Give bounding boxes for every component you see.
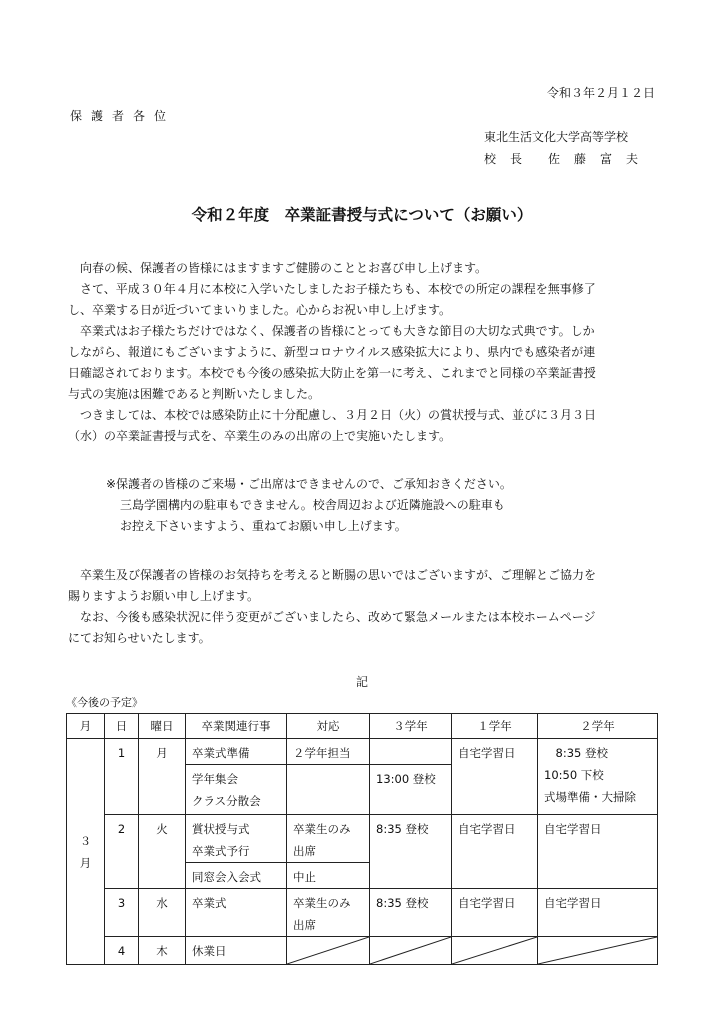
day-cell: 4: [105, 937, 139, 965]
notice-line: お控え下さいますよう、重ねてお願い申し上げます。: [120, 519, 407, 533]
grade1-cell: 自宅学習日: [452, 889, 538, 937]
diagonal-slash: [452, 937, 537, 964]
grade1-cell: 自宅学習日: [452, 739, 538, 815]
day-cell: 1: [105, 739, 139, 815]
grade2-cell: 自宅学習日: [538, 889, 658, 937]
principal-name: 佐藤富夫: [548, 152, 653, 166]
schedule-label: 《今後の予定》: [66, 696, 143, 709]
event-cell: 卒業式準備: [186, 739, 287, 765]
table-row: [67, 815, 658, 863]
event-cell: 卒業式: [186, 889, 287, 937]
table-row: [67, 889, 658, 937]
closing-paragraphs: [68, 565, 660, 649]
column-header: ３学年: [370, 714, 452, 739]
grade3-cell: 8:35 登校: [370, 889, 452, 937]
weekday-cell: 木: [139, 937, 186, 965]
body-line: し、卒業する日が近づいてまいりました。心からお祝い申し上げます。: [68, 303, 452, 317]
body-line: さて、平成３０年４月に本校に入学いたしましたお子様たちも、本校での所定の課程を無事修了: [68, 282, 596, 296]
weekday-cell: 水: [139, 889, 186, 937]
response-cell: 中止: [287, 863, 370, 889]
empty-slash-cell: [370, 937, 452, 965]
notice-line: 三島学園構内の駐車もできません。校舎周辺および近隣施設への駐車も: [120, 498, 505, 512]
body-line: （水）の卒業証書授与式を、卒業生のみの出席の上で実施いたします。: [68, 429, 452, 443]
day-cell: 3: [105, 889, 139, 937]
addressee: 保護者各位: [70, 109, 176, 123]
body-line: 卒業式はお子様たちだけではなく、保護者の皆様にとっても大きな節目の大切な式典です。しか: [68, 324, 595, 338]
school-name: 東北生活文化大学高等学校: [484, 130, 629, 144]
column-header: １学年: [452, 714, 538, 739]
principal-title: 校長: [484, 152, 537, 166]
response-cell: [287, 765, 370, 815]
diagonal-slash: [538, 937, 657, 964]
event-cell: 休業日: [186, 937, 287, 965]
body-line: 日確認されております。本校でも今後の感染拡大防止を第一に考え、これまでと同様の卒業証書授: [68, 366, 596, 380]
table-row: [67, 739, 658, 765]
weekday-cell: 火: [139, 815, 186, 889]
body-paragraphs: [68, 258, 660, 447]
day-cell: 2: [105, 815, 139, 889]
empty-slash-cell: [287, 937, 370, 965]
document-title: 令和２年度 卒業証書授与式について（お願い）: [191, 206, 533, 224]
column-header: 日: [105, 714, 139, 739]
weekday-cell: 月: [139, 739, 186, 815]
event-cell: 学年集会 クラス分散会: [186, 765, 287, 815]
notice-line: ※保護者の皆様のご来場・ご出席はできませんので、ご承知おきください。: [106, 477, 512, 491]
closing-line: 賜りますようお願い申し上げます。: [68, 589, 260, 603]
response-cell: ２学年担当: [287, 739, 370, 765]
body-line: 与式の実施は困難であると判断いたしました。: [68, 387, 321, 401]
schedule-table: [66, 713, 658, 965]
diagonal-slash: [287, 937, 369, 964]
grade2-cell: 自宅学習日: [538, 815, 658, 889]
principal-signature: [484, 150, 652, 167]
document-date: 令和３年２月１２日: [546, 86, 655, 100]
body-line: 向春の候、保護者の皆様にはますますご健勝のこととお喜び申し上げます。: [68, 261, 488, 275]
grade2-cell: 8:35 登校 10:50 下校 式場準備・大掃除: [538, 739, 658, 815]
body-line: つきましては、本校では感染防止に十分配慮し、３月２日（火）の賞状授与式、並びに３月３日: [68, 408, 597, 422]
column-header: 対応: [287, 714, 370, 739]
grade1-cell: 自宅学習日: [452, 815, 538, 889]
month-cell: ３ 月: [67, 739, 105, 965]
closing-line: なお、今後も感染状況に伴う変更がございましたら、改めて緊急メールまたは本校ホームページ: [68, 610, 596, 624]
empty-slash-cell: [538, 937, 658, 965]
column-header: 曜日: [139, 714, 186, 739]
diagonal-slash: [370, 937, 451, 964]
column-header: 卒業関連行事: [186, 714, 287, 739]
event-cell: 同窓会入会式: [186, 863, 287, 889]
closing-line: にてお知らせいたします。: [68, 631, 211, 645]
column-header: ２学年: [538, 714, 658, 739]
empty-slash-cell: [452, 937, 538, 965]
grade3-cell: 8:35 登校: [370, 815, 452, 889]
ki-mark: 記: [355, 675, 368, 689]
response-cell: 卒業生のみ 出席: [287, 889, 370, 937]
grade3-cell: [370, 739, 452, 765]
body-line: しながら、報道にもございますように、新型コロナウイルス感染拡大により、県内でも感染者が連: [68, 345, 596, 359]
response-cell: 卒業生のみ 出席: [287, 815, 370, 863]
table-header-row: [67, 714, 658, 739]
grade3-cell: 13:00 登校: [370, 765, 452, 815]
closing-line: 卒業生及び保護者の皆様のお気持ちを考えると断腸の思いではございますが、ご理解とご協力を: [68, 568, 597, 582]
table-row: [67, 937, 658, 965]
event-cell: 賞状授与式 卒業式予行: [186, 815, 287, 863]
column-header: 月: [67, 714, 105, 739]
